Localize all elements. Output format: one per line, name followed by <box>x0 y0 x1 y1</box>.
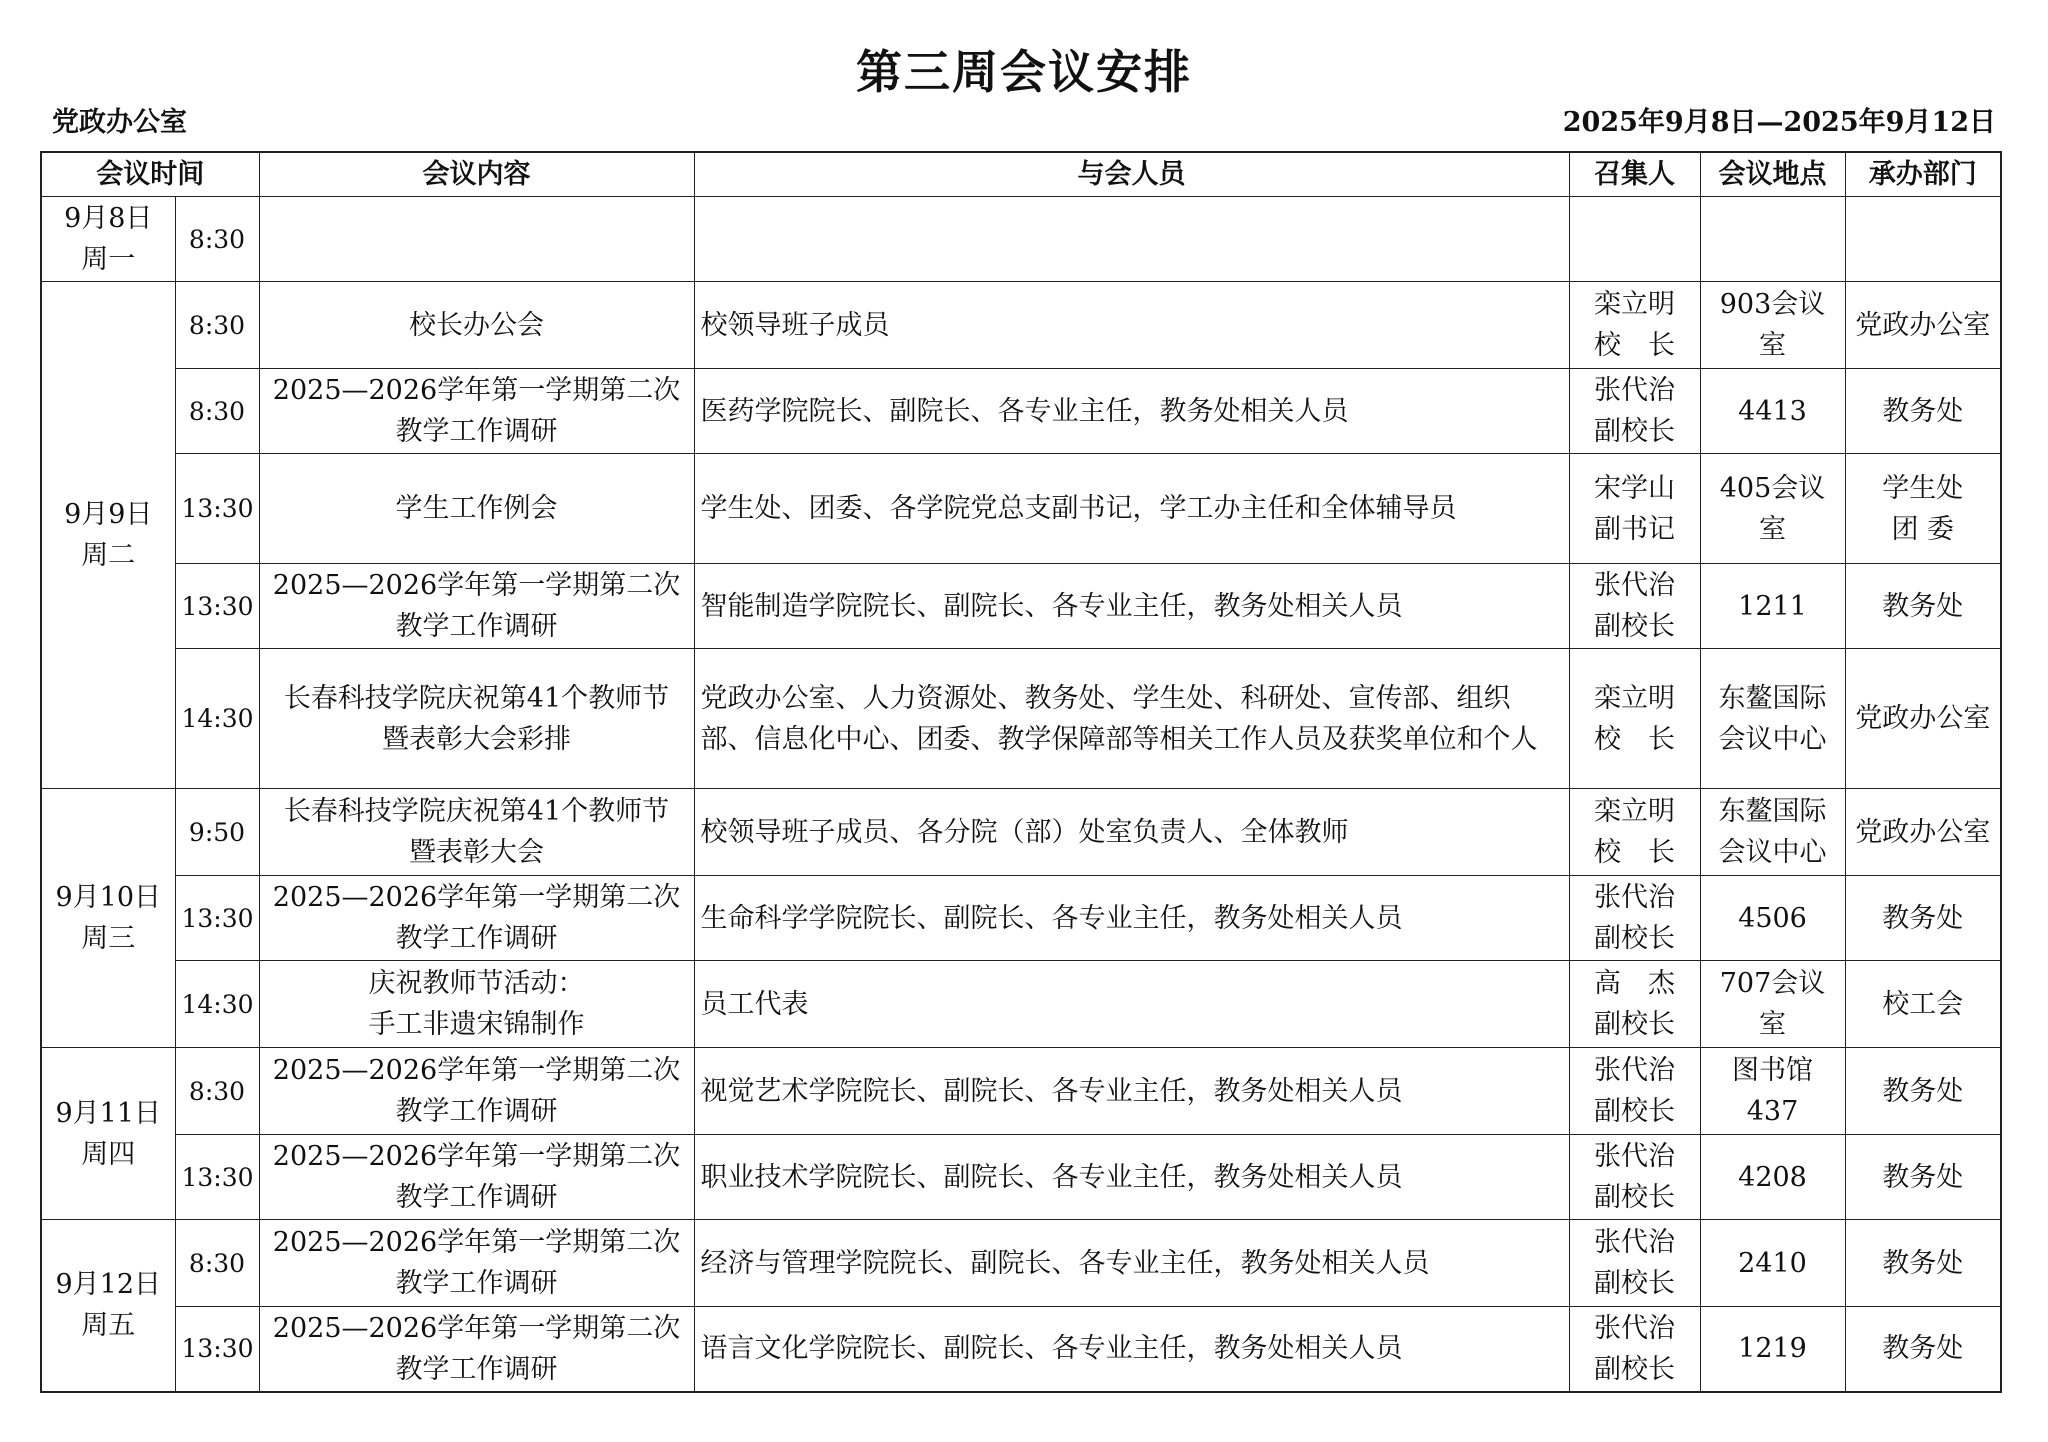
meeting-convener <box>1569 454 1700 564</box>
meeting-time: 8:30 <box>175 1048 259 1135</box>
meeting-content-line: 教学工作调研 <box>395 611 558 642</box>
meeting-department <box>1845 1307 2001 1392</box>
meeting-row <box>41 649 2001 789</box>
meeting-time: 13:30 <box>175 454 259 564</box>
meeting-convener-line: 宋学山 <box>1594 472 1675 504</box>
header-content: 会议内容 <box>259 152 694 197</box>
meeting-location-line: 图书馆437 <box>1732 1055 1813 1127</box>
meeting-content <box>259 649 694 789</box>
meeting-location <box>1700 876 1845 961</box>
meeting-attendees <box>694 197 1569 282</box>
meeting-convener-line: 副书记 <box>1594 513 1675 545</box>
meeting-department-line: 党政办公室 <box>1855 703 1991 734</box>
meeting-department-line: 教务处 <box>1882 395 1964 427</box>
meeting-location <box>1700 369 1845 454</box>
meeting-time: 13:30 <box>175 1307 259 1392</box>
meeting-row <box>41 564 2001 649</box>
day-date: 9月12日 <box>55 1269 162 1301</box>
meeting-convener-line: 张代治 <box>1594 882 1675 913</box>
meeting-content <box>259 961 694 1048</box>
meeting-location <box>1700 961 1845 1048</box>
meeting-content-line: 庆祝教师节活动： <box>368 968 585 999</box>
day-cell <box>41 1220 175 1392</box>
meeting-convener <box>1569 1220 1700 1307</box>
day-weekday: 周四 <box>81 1138 136 1170</box>
meeting-department-line: 教务处 <box>1882 1333 1964 1365</box>
meeting-location-line: 东鳌国际 <box>1718 682 1827 714</box>
meeting-content-line: 教学工作调研 <box>395 1096 558 1127</box>
meeting-location-line: 707会议室 <box>1719 968 1826 1040</box>
meeting-time: 8:30 <box>175 369 259 454</box>
meeting-content-line: 手工非遗宋锦制作 <box>368 1009 585 1040</box>
meeting-location-line: 1219 <box>1738 1333 1807 1365</box>
meeting-location <box>1700 1048 1845 1135</box>
meeting-row <box>41 876 2001 961</box>
meeting-content-line: 2025—2026学年第一学期第二次 <box>272 1227 681 1258</box>
header-row <box>41 152 2001 197</box>
meeting-attendees: 校领导班子成员、各分院（部）处室负责人、全体教师 <box>694 789 1569 876</box>
meeting-attendees: 医药学院院长、副院长、各专业主任，教务处相关人员 <box>694 369 1569 454</box>
meeting-content-line: 长春科技学院庆祝第41个教师节 <box>283 796 670 827</box>
day-date: 9月10日 <box>55 882 162 913</box>
meeting-location <box>1700 789 1845 876</box>
meeting-time: 8:30 <box>175 197 259 282</box>
day-date: 9月8日 <box>64 203 153 234</box>
day-date: 9月9日 <box>64 499 153 530</box>
meeting-time: 8:30 <box>175 1220 259 1307</box>
meeting-row <box>41 282 2001 369</box>
meeting-content <box>259 876 694 961</box>
meeting-time: 13:30 <box>175 876 259 961</box>
day-weekday: 周三 <box>81 923 136 954</box>
meeting-convener-line: 高 杰 <box>1594 968 1675 999</box>
meeting-department-line: 教务处 <box>1882 1161 1964 1193</box>
meeting-row <box>41 1307 2001 1392</box>
header-location: 会议地点 <box>1700 152 1845 197</box>
day-cell <box>41 197 175 282</box>
meeting-department-line: 教务处 <box>1882 590 1964 622</box>
meeting-convener <box>1569 197 1700 282</box>
meeting-convener <box>1569 282 1700 369</box>
meeting-location <box>1700 1220 1845 1307</box>
meeting-convener-line: 副校长 <box>1594 923 1675 954</box>
meeting-row <box>41 1048 2001 1135</box>
meeting-department-line: 教务处 <box>1882 902 1964 934</box>
meeting-department <box>1845 369 2001 454</box>
meeting-convener-line: 副校长 <box>1594 1268 1675 1299</box>
meeting-convener <box>1569 876 1700 961</box>
meeting-convener-line: 张代治 <box>1594 1141 1675 1172</box>
header-attendees: 与会人员 <box>694 152 1569 197</box>
meeting-content-line: 2025—2026学年第一学期第二次 <box>272 1312 681 1344</box>
meeting-content-line: 2025—2026学年第一学期第二次 <box>272 1141 681 1172</box>
meeting-attendees: 党政办公室、人力资源处、教务处、学生处、科研处、宣传部、组织部、信息化中心、团委、教学保障部等相关工作人员及获奖单位和个人 <box>694 649 1569 789</box>
meeting-content <box>259 454 694 564</box>
meeting-attendees: 校领导班子成员 <box>694 282 1569 369</box>
meeting-department <box>1845 282 2001 369</box>
meeting-convener-line: 校 长 <box>1594 723 1675 755</box>
meeting-department <box>1845 197 2001 282</box>
meeting-location <box>1700 1135 1845 1220</box>
meeting-content-line: 暨表彰大会彩排 <box>382 723 571 755</box>
meeting-content <box>259 789 694 876</box>
meeting-department <box>1845 1135 2001 1220</box>
meeting-content <box>259 1135 694 1220</box>
meeting-row <box>41 197 2001 282</box>
meeting-department-line: 学生处 <box>1882 472 1964 504</box>
schedule-table <box>40 151 2002 1393</box>
meeting-row <box>41 1135 2001 1220</box>
meeting-location-line: 会议中心 <box>1718 837 1827 868</box>
meeting-convener-line: 张代治 <box>1594 570 1675 601</box>
meeting-attendees: 学生处、团委、各学院党总支副书记，学工办主任和全体辅导员 <box>694 454 1569 564</box>
meeting-content-line: 教学工作调研 <box>395 416 558 447</box>
meeting-content-line: 校长办公会 <box>409 309 544 341</box>
day-cell <box>41 282 175 789</box>
header-time: 会议时间 <box>41 152 259 197</box>
meeting-content <box>259 1220 694 1307</box>
day-weekday: 周二 <box>81 540 136 571</box>
meeting-convener-line: 副校长 <box>1594 1009 1675 1040</box>
meeting-department-line: 教务处 <box>1882 1247 1964 1279</box>
meeting-convener <box>1569 369 1700 454</box>
meeting-department <box>1845 564 2001 649</box>
meeting-convener-line: 副校长 <box>1594 611 1675 642</box>
meeting-content <box>259 564 694 649</box>
meeting-convener-line: 副校长 <box>1594 416 1675 447</box>
meeting-convener-line: 副校长 <box>1594 1182 1675 1213</box>
meeting-department <box>1845 961 2001 1048</box>
meeting-row <box>41 789 2001 876</box>
meeting-department <box>1845 876 2001 961</box>
meeting-location-line: 405会议室 <box>1719 472 1826 545</box>
meeting-location <box>1700 454 1845 564</box>
meeting-convener <box>1569 649 1700 789</box>
meeting-content-line: 2025—2026学年第一学期第二次 <box>272 882 681 913</box>
meeting-convener-line: 张代治 <box>1594 1055 1675 1086</box>
day-cell <box>41 789 175 1048</box>
meeting-location-line: 4506 <box>1738 902 1807 934</box>
meeting-department-line: 团 委 <box>1891 513 1955 545</box>
meeting-convener-line: 副校长 <box>1594 1096 1675 1127</box>
schedule-body <box>41 197 2001 1392</box>
meeting-department-line: 校工会 <box>1882 988 1964 1020</box>
meeting-convener-line: 张代治 <box>1594 1227 1675 1258</box>
meeting-location <box>1700 649 1845 789</box>
day-weekday: 周五 <box>81 1310 136 1342</box>
meeting-location-line: 4208 <box>1738 1161 1807 1193</box>
meeting-convener-line: 校 长 <box>1594 837 1675 868</box>
meeting-department <box>1845 649 2001 789</box>
meeting-location-line: 2410 <box>1738 1247 1807 1279</box>
meeting-time: 9:50 <box>175 789 259 876</box>
issuing-office: 党政办公室 <box>52 107 187 138</box>
meeting-convener-line: 栾立明 <box>1594 682 1675 714</box>
meeting-content-line: 暨表彰大会 <box>409 837 544 868</box>
meeting-attendees: 视觉艺术学院院长、副院长、各专业主任，教务处相关人员 <box>694 1048 1569 1135</box>
meeting-department <box>1845 1048 2001 1135</box>
meeting-convener <box>1569 961 1700 1048</box>
meeting-row <box>41 369 2001 454</box>
meeting-attendees: 职业技术学院院长、副院长、各专业主任，教务处相关人员 <box>694 1135 1569 1220</box>
meeting-convener-line: 校 长 <box>1594 330 1675 361</box>
meeting-row <box>41 454 2001 564</box>
header-department: 承办部门 <box>1845 152 2001 197</box>
meeting-department <box>1845 789 2001 876</box>
meeting-content <box>259 369 694 454</box>
meeting-time: 13:30 <box>175 564 259 649</box>
meeting-content-line: 2025—2026学年第一学期第二次 <box>272 375 681 406</box>
meeting-convener <box>1569 564 1700 649</box>
page-title: 第三周会议安排 <box>856 45 1192 99</box>
meeting-convener-line: 栾立明 <box>1594 289 1675 320</box>
meeting-content <box>259 197 694 282</box>
meeting-content <box>259 1048 694 1135</box>
meeting-content-line: 教学工作调研 <box>395 1353 558 1385</box>
meeting-location-line: 903会议室 <box>1719 289 1826 361</box>
meeting-attendees: 员工代表 <box>694 961 1569 1048</box>
meeting-time: 13:30 <box>175 1135 259 1220</box>
meeting-content-line: 学生工作例会 <box>395 493 558 524</box>
meeting-content-line: 2025—2026学年第一学期第二次 <box>272 570 681 601</box>
meeting-content <box>259 1307 694 1392</box>
day-cell <box>41 1048 175 1220</box>
meeting-convener <box>1569 789 1700 876</box>
meeting-time: 14:30 <box>175 649 259 789</box>
meeting-content <box>259 282 694 369</box>
meeting-time: 8:30 <box>175 282 259 369</box>
meeting-attendees: 经济与管理学院院长、副院长、各专业主任，教务处相关人员 <box>694 1220 1569 1307</box>
meeting-row <box>41 1220 2001 1307</box>
meeting-location <box>1700 1307 1845 1392</box>
meeting-convener-line: 栾立明 <box>1594 796 1675 827</box>
meeting-convener-line: 张代治 <box>1594 375 1675 406</box>
meeting-attendees: 语言文化学院院长、副院长、各专业主任，教务处相关人员 <box>694 1307 1569 1392</box>
meeting-content-line: 教学工作调研 <box>395 1268 558 1299</box>
meeting-convener-line: 副校长 <box>1594 1353 1675 1385</box>
meeting-convener <box>1569 1135 1700 1220</box>
meeting-time: 14:30 <box>175 961 259 1048</box>
meeting-content-line: 教学工作调研 <box>395 923 558 954</box>
meeting-convener-line: 张代治 <box>1594 1312 1675 1344</box>
meeting-department <box>1845 1220 2001 1307</box>
meeting-content-line: 2025—2026学年第一学期第二次 <box>272 1055 681 1086</box>
meeting-attendees: 智能制造学院院长、副院长、各专业主任，教务处相关人员 <box>694 564 1569 649</box>
meeting-department-line: 党政办公室 <box>1855 309 1991 341</box>
meeting-location <box>1700 197 1845 282</box>
meeting-location <box>1700 282 1845 369</box>
meeting-location <box>1700 564 1845 649</box>
meeting-content-line: 教学工作调研 <box>395 1182 558 1213</box>
day-weekday: 周一 <box>81 244 136 275</box>
date-range: 2025年9月8日—2025年9月12日 <box>1562 107 1996 138</box>
meeting-department-line: 教务处 <box>1882 1075 1964 1107</box>
meeting-row <box>41 961 2001 1048</box>
meeting-content-line: 长春科技学院庆祝第41个教师节 <box>283 682 670 714</box>
meeting-location-line: 1211 <box>1738 590 1807 622</box>
meeting-location-line: 东鳌国际 <box>1718 796 1827 827</box>
meeting-convener <box>1569 1048 1700 1135</box>
meeting-department <box>1845 454 2001 564</box>
day-date: 9月11日 <box>55 1097 162 1129</box>
meeting-department-line: 党政办公室 <box>1855 816 1991 848</box>
meeting-convener <box>1569 1307 1700 1392</box>
meeting-location-line: 会议中心 <box>1718 723 1827 755</box>
header-convener: 召集人 <box>1569 152 1700 197</box>
meeting-attendees: 生命科学学院院长、副院长、各专业主任，教务处相关人员 <box>694 876 1569 961</box>
meeting-location-line: 4413 <box>1738 395 1807 427</box>
